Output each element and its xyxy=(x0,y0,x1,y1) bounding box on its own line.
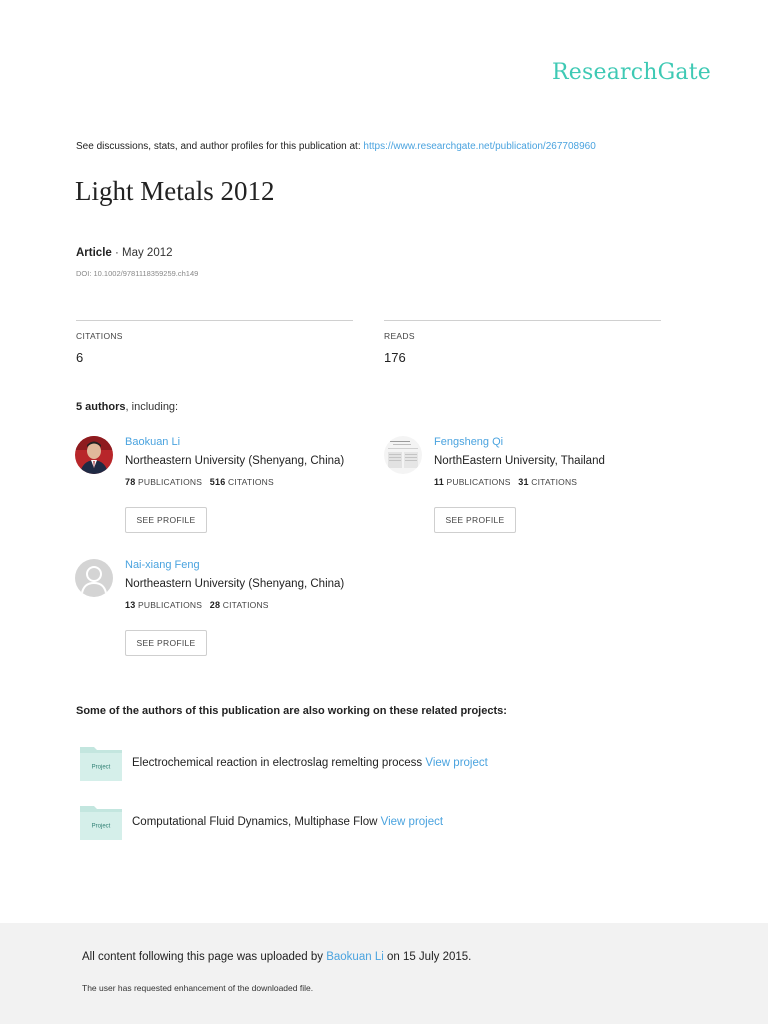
publications-count: 13 xyxy=(125,600,136,610)
author-stats xyxy=(434,477,704,487)
article-type: Article xyxy=(76,247,112,259)
project-folder-icon[interactable] xyxy=(80,745,122,781)
see-profile-button[interactable]: SEE PROFILE xyxy=(125,630,207,656)
upload-info xyxy=(82,951,471,963)
discussion-text: See discussions, stats, and author profiles for this publication at: xyxy=(76,141,364,152)
reads-value: 176 xyxy=(384,350,406,365)
see-profile-button[interactable]: SEE PROFILE xyxy=(125,507,207,533)
citations-stat xyxy=(76,320,353,365)
publications-count: 78 xyxy=(125,477,136,487)
citations-count: 31 xyxy=(518,477,529,487)
authors-suffix: , including: xyxy=(125,401,179,413)
project-icon-label: Project xyxy=(91,764,111,771)
researchgate-logo[interactable]: ResearchGate xyxy=(552,60,711,85)
project-text xyxy=(132,757,488,769)
publications-count: 11 xyxy=(434,477,444,487)
default-user-avatar-icon[interactable] xyxy=(75,559,113,597)
citations-label: CITATIONS xyxy=(531,477,578,487)
citations-label: CITATIONS xyxy=(76,331,123,341)
related-projects-heading: Some of the authors of this publication are also working on these related projects: xyxy=(76,705,507,717)
author-info xyxy=(125,559,395,648)
article-meta xyxy=(76,247,173,259)
publications-label: PUBLICATIONS xyxy=(137,477,203,487)
author-institution: Northeastern University (Shenyang, China) xyxy=(125,455,345,467)
project-icon-label: Project xyxy=(91,823,111,830)
author-info xyxy=(125,436,395,525)
citations-count: 516 xyxy=(209,477,226,487)
author-name-link[interactable]: Baokuan Li xyxy=(125,436,181,448)
publication-title: Light Metals 2012 xyxy=(75,176,275,206)
author-document-avatar[interactable] xyxy=(384,436,422,474)
project-folder-icon[interactable] xyxy=(80,804,122,840)
citations-value: 6 xyxy=(76,350,84,365)
project-title: Computational Fluid Dynamics, Multiphase Flow xyxy=(132,816,378,828)
authors-count: 5 authors xyxy=(76,401,126,413)
reads-label: READS xyxy=(384,331,415,341)
publications-label: PUBLICATIONS xyxy=(446,477,511,487)
see-profile-button[interactable]: SEE PROFILE xyxy=(434,507,516,533)
citations-label: CITATIONS xyxy=(222,600,269,610)
author-stats xyxy=(125,600,395,610)
citations-label: CITATIONS xyxy=(227,477,274,487)
view-project-link[interactable]: View project xyxy=(425,757,488,769)
author-stats xyxy=(125,477,395,487)
view-project-link[interactable]: View project xyxy=(380,816,444,828)
reads-stat xyxy=(384,320,661,365)
publications-label: PUBLICATIONS xyxy=(137,600,203,610)
project-text xyxy=(132,816,443,828)
project-title: Electrochemical reaction in electroslag remelting process xyxy=(132,757,423,769)
author-institution: NorthEastern University, Thailand xyxy=(434,455,605,467)
citations-count: 28 xyxy=(209,600,221,610)
footer xyxy=(0,923,768,1024)
author-institution: Northeastern University (Shenyang, China) xyxy=(125,578,345,590)
upload-prefix: All content following this page was uploaded by xyxy=(82,951,327,963)
author-info xyxy=(434,436,704,525)
discussion-line xyxy=(76,141,596,152)
publication-url-link[interactable]: https://www.researchgate.net/publication/267708960 xyxy=(363,141,596,152)
author-photo-avatar[interactable] xyxy=(75,436,113,474)
article-date: · May 2012 xyxy=(111,247,173,259)
author-name-link[interactable]: Fengsheng Qi xyxy=(434,436,504,448)
authors-heading xyxy=(76,401,178,413)
uploader-link[interactable]: Baokuan Li xyxy=(326,951,384,963)
doi: DOI: 10.1002/9781118359259.ch149 xyxy=(76,269,199,278)
upload-suffix: on 15 July 2015. xyxy=(383,951,472,963)
enhancement-note: The user has requested enhancement of the downloaded file. xyxy=(82,983,314,993)
author-name-link[interactable]: Nai-xiang Feng xyxy=(125,559,200,571)
